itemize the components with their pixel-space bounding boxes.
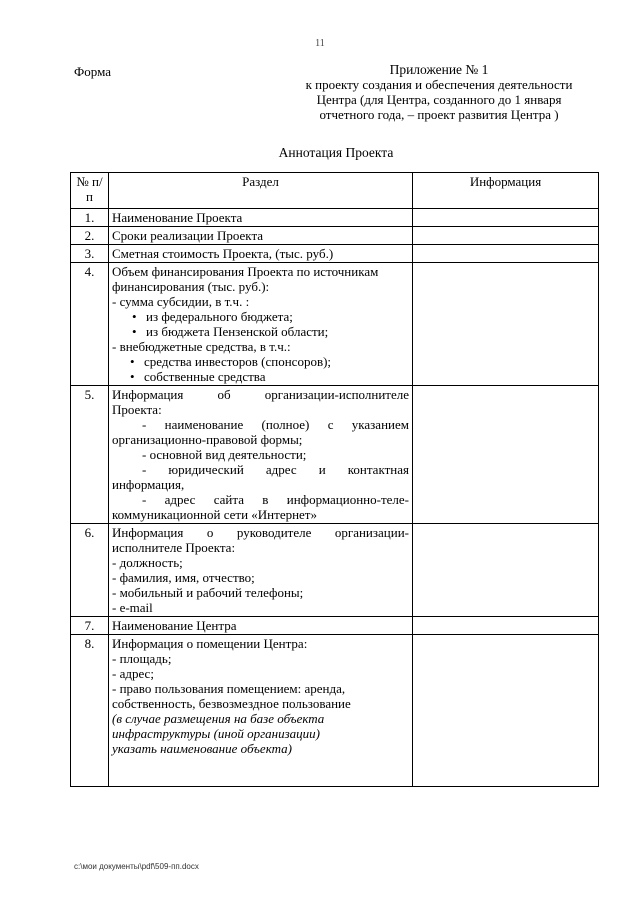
bullet-item bbox=[112, 324, 409, 339]
header-section: Раздел bbox=[109, 173, 413, 209]
row-text: финансирования (тыс. руб.): bbox=[112, 279, 270, 294]
form-label: Форма bbox=[74, 64, 111, 79]
appendix-line: к проекту создания и обеспечения деятельности bbox=[305, 77, 573, 92]
info-cell bbox=[413, 227, 599, 245]
header-info: Информация bbox=[413, 173, 599, 209]
bullet-icon: • bbox=[130, 369, 135, 384]
row-text: из федерального бюджета; bbox=[146, 309, 293, 324]
row-text: - адрес; bbox=[112, 666, 154, 681]
row-note: указать наименование объекта) bbox=[112, 741, 292, 756]
row-number: 4. bbox=[71, 263, 109, 386]
bullet-icon: • bbox=[132, 309, 137, 324]
row-text: - фамилия, имя, отчество; bbox=[112, 570, 255, 585]
row-title: Наименование Проекта bbox=[109, 209, 413, 227]
row-text: - наименование (полное) с указанием bbox=[142, 417, 409, 432]
row-text: Информация о помещении Центра: bbox=[112, 636, 308, 651]
annotation-table bbox=[70, 172, 599, 787]
appendix-line: Центра (для Центра, созданного до 1 января bbox=[316, 92, 562, 107]
row-title: Сроки реализации Проекта bbox=[109, 227, 413, 245]
row-text: - e-mail bbox=[112, 600, 153, 615]
row-text: Проекта: bbox=[112, 402, 162, 417]
appendix-line: отчетного года, – проект развития Центра ) bbox=[319, 107, 559, 122]
row-note: (в случае размещения на базе объекта bbox=[112, 711, 325, 726]
row-number: 2. bbox=[71, 227, 109, 245]
row-number: 8. bbox=[71, 635, 109, 787]
row-content bbox=[109, 263, 413, 386]
row-number: 7. bbox=[71, 617, 109, 635]
row-number: 6. bbox=[71, 524, 109, 617]
table-row bbox=[71, 524, 599, 617]
table-row bbox=[71, 209, 599, 227]
info-cell bbox=[413, 617, 599, 635]
row-text: - сумма субсидии, в т.ч. : bbox=[112, 294, 250, 309]
row-text: Информация об организации-исполнителе bbox=[112, 387, 409, 402]
row-text: Информация о руководителе организации- bbox=[112, 525, 409, 540]
table-row bbox=[71, 245, 599, 263]
table-row bbox=[71, 635, 599, 787]
appendix-title: Приложение № 1 bbox=[389, 62, 489, 77]
row-text: - основной вид деятельности; bbox=[142, 447, 307, 462]
row-text: коммуникационной сети «Интернет» bbox=[112, 507, 317, 522]
row-number: 1. bbox=[71, 209, 109, 227]
document-title: Аннотация Проекта bbox=[278, 145, 394, 160]
bullet-item bbox=[112, 369, 409, 384]
header-num: № п/п bbox=[71, 173, 109, 209]
table-row bbox=[71, 386, 599, 524]
bullet-item bbox=[112, 309, 409, 324]
row-title: Наименование Центра bbox=[109, 617, 413, 635]
appendix-header bbox=[282, 62, 596, 122]
row-text: - юридический адрес и контактная bbox=[142, 462, 409, 477]
bullet-item bbox=[112, 354, 409, 369]
row-content bbox=[109, 635, 413, 787]
row-number: 5. bbox=[71, 386, 109, 524]
info-cell bbox=[413, 245, 599, 263]
row-content bbox=[109, 386, 413, 524]
row-text: - внебюджетные средства, в т.ч.: bbox=[112, 339, 291, 354]
row-title: Сметная стоимость Проекта, (тыс. руб.) bbox=[109, 245, 413, 263]
row-text: - должность; bbox=[112, 555, 183, 570]
table-row bbox=[71, 227, 599, 245]
info-cell bbox=[413, 263, 599, 386]
row-text: - право пользования помещением: аренда, bbox=[112, 681, 346, 696]
page-number: 11 bbox=[315, 38, 325, 49]
table-header-row bbox=[71, 173, 599, 209]
table-row bbox=[71, 263, 599, 386]
row-text: - мобильный и рабочий телефоны; bbox=[112, 585, 304, 600]
row-note: инфраструктуры (иной организации) bbox=[112, 726, 321, 741]
info-cell bbox=[413, 524, 599, 617]
row-content bbox=[109, 524, 413, 617]
row-text: собственные средства bbox=[144, 369, 266, 384]
row-number: 3. bbox=[71, 245, 109, 263]
row-text: из бюджета Пензенской области; bbox=[146, 324, 329, 339]
row-text: - адрес сайта в информационно-теле- bbox=[142, 492, 409, 507]
footer-file-path: c:\мои документы\pdf\509-пп.docx bbox=[74, 862, 199, 871]
table-row bbox=[71, 617, 599, 635]
row-text: организационно-правовой формы; bbox=[112, 432, 303, 447]
row-text: - площадь; bbox=[112, 651, 172, 666]
row-text: Объем финансирования Проекта по источникам bbox=[112, 264, 379, 279]
row-text: средства инвесторов (спонсоров); bbox=[144, 354, 332, 369]
row-text: собственность, безвозмездное пользование bbox=[112, 696, 351, 711]
info-cell bbox=[413, 209, 599, 227]
info-cell bbox=[413, 386, 599, 524]
row-text: информация, bbox=[112, 477, 185, 492]
bullet-icon: • bbox=[132, 324, 137, 339]
info-cell bbox=[413, 635, 599, 787]
bullet-icon: • bbox=[130, 354, 135, 369]
row-text: исполнителе Проекта: bbox=[112, 540, 236, 555]
